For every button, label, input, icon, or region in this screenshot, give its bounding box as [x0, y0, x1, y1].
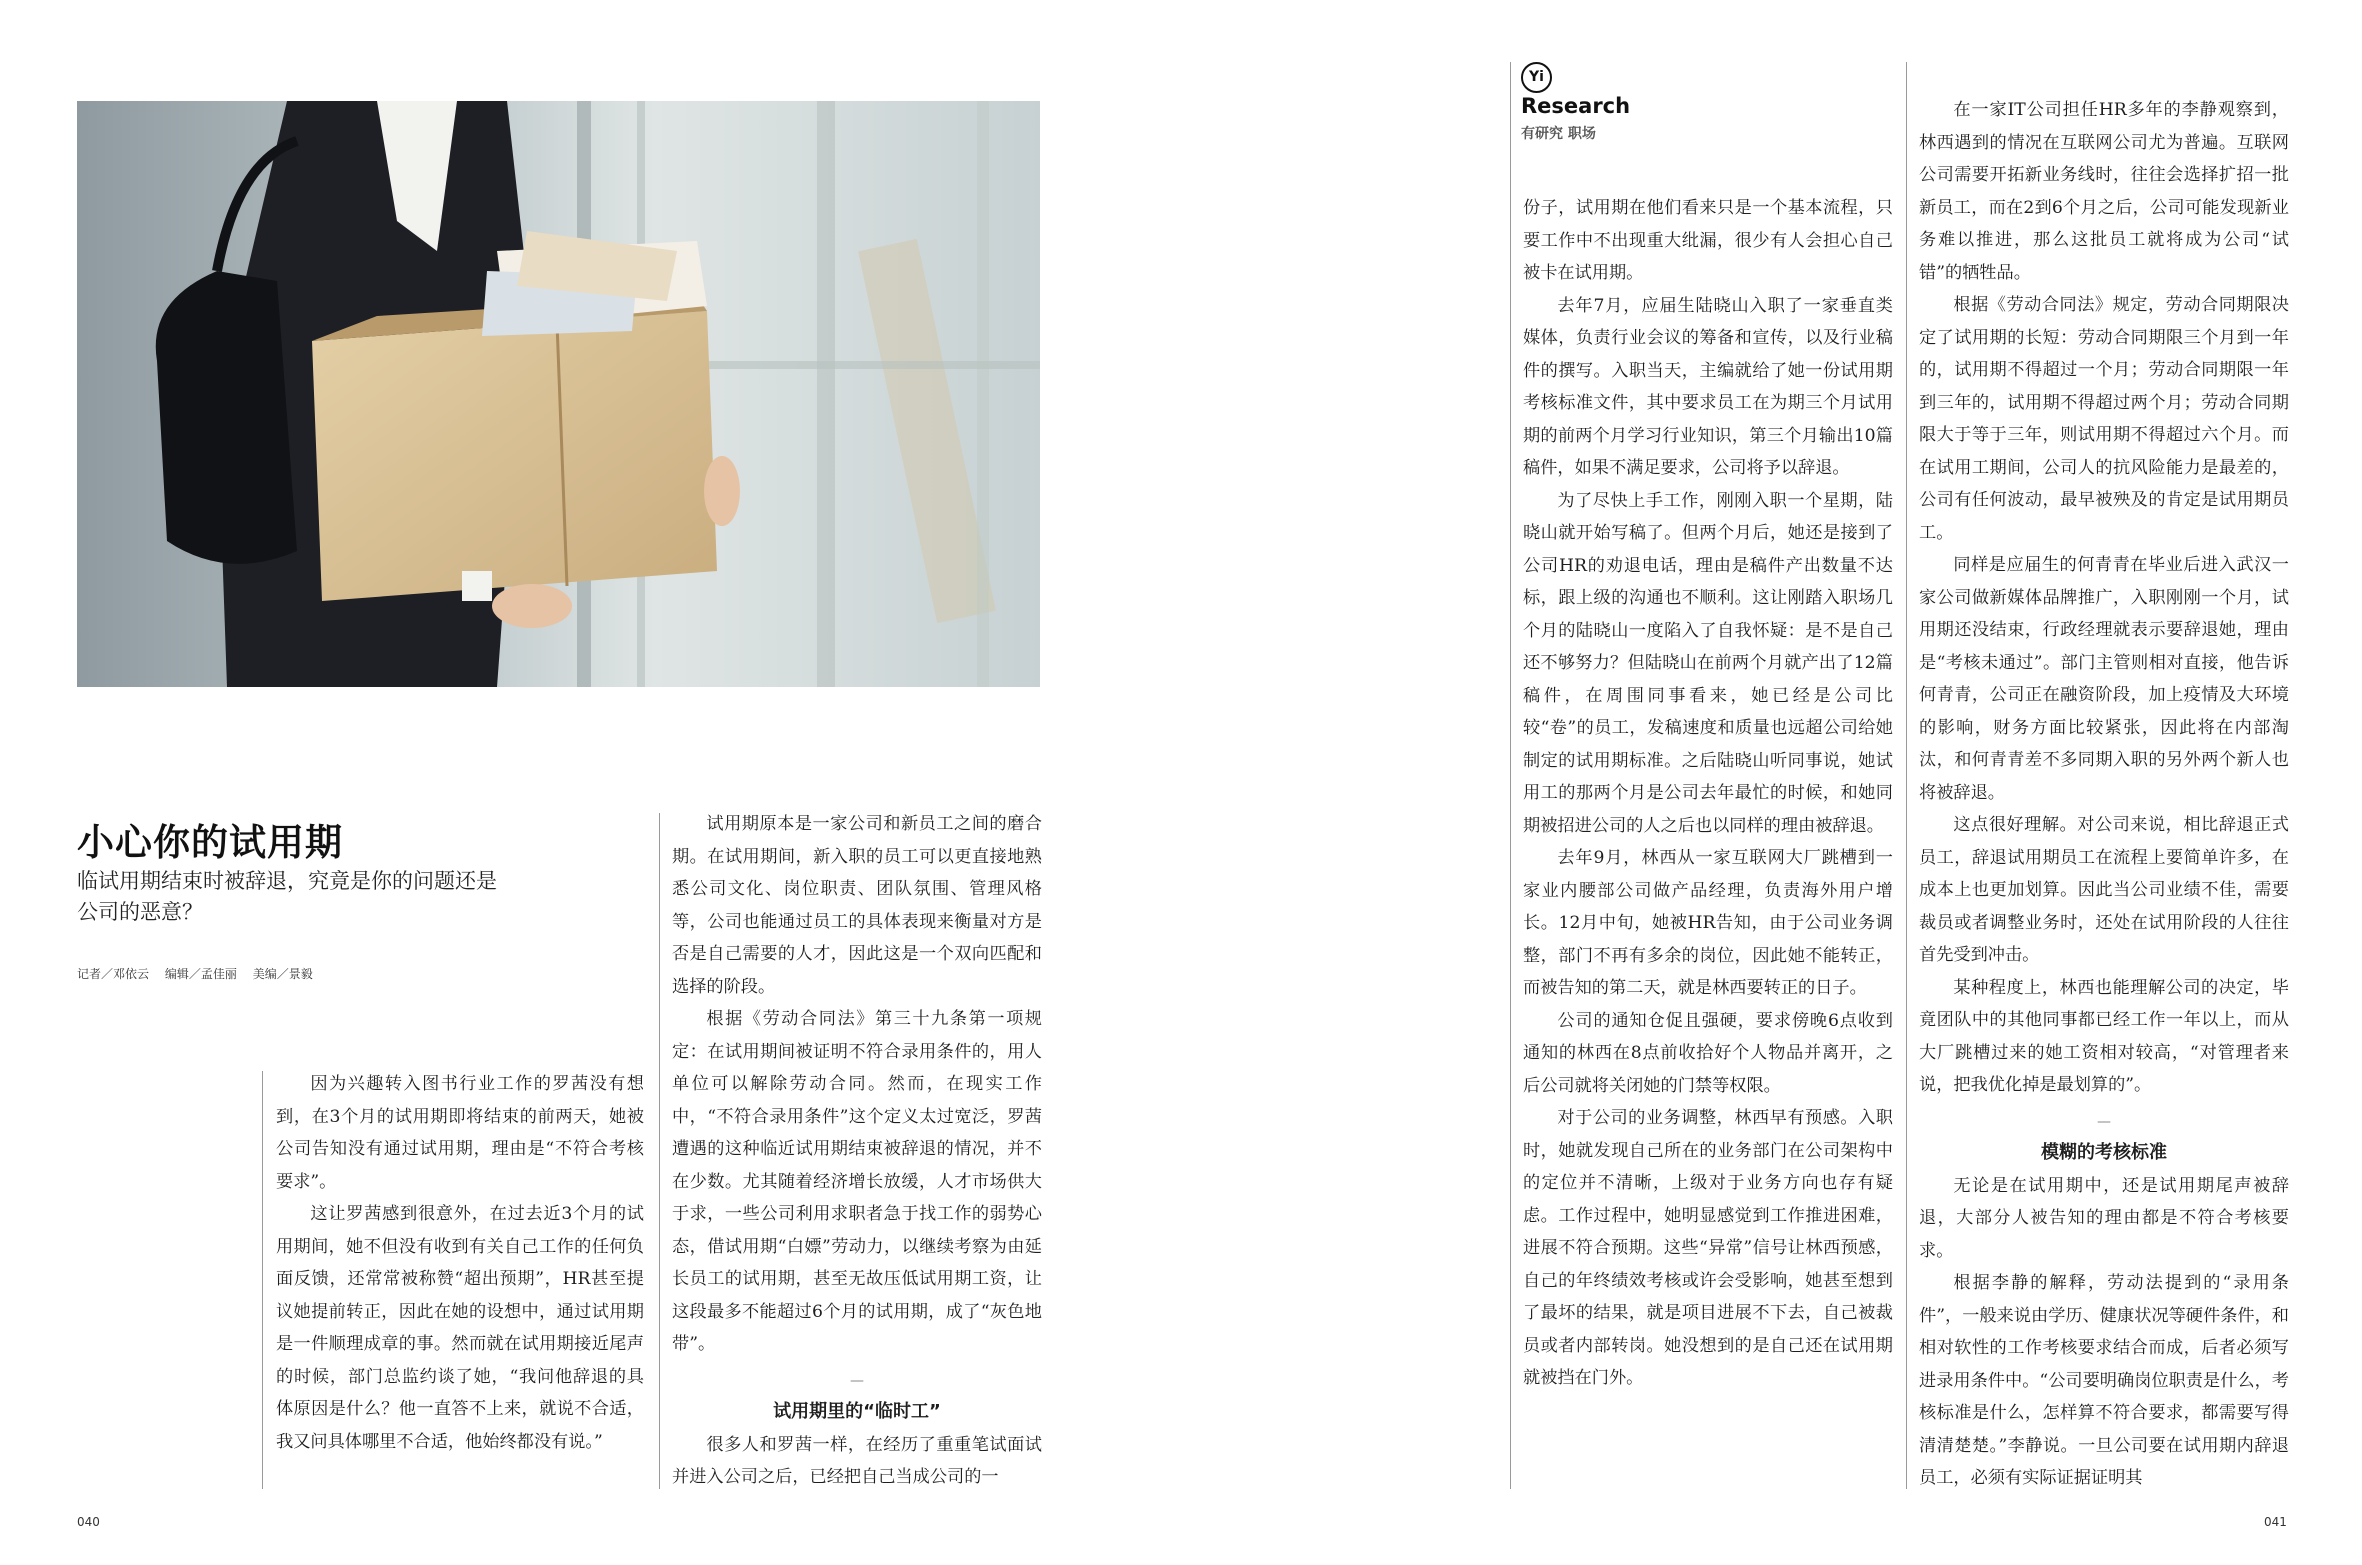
article-column-3 — [1523, 192, 1893, 1395]
column-rule — [1906, 62, 1907, 1489]
paragraph: 为了尽快上手工作，刚刚入职一个星期，陆晓山就开始写稿了。但两个月后，她还是接到了公司HR的劝退电话，理由是稿件产出数量不达标，跟上级的沟通也不顺利。这让刚踏入职场几个月的陆晓山一度陷入了自我怀疑：是不是自己还不够努力？但陆晓山在前两个月就产出了12篇稿件，在周围同事看来，她已经是公司比较“卷”的员工，发稿速度和质量也远超公司给她制定的试用期标准。之后陆晓山听同事说，她试用工的那两个月是公司去年最忙的时候，和她同期被招进公司的人之后也以同样的理由被辞退。 — [1523, 490, 1893, 836]
paragraph: 无论是在试用期中，还是试用期尾声被辞退，大部分人被告知的理由都是不符合考核要求。 — [1919, 1175, 2289, 1261]
section-separator: — — [850, 1372, 864, 1389]
section-subhead: 试用期里的“临时工” — [773, 1400, 941, 1422]
column-rule — [262, 1071, 263, 1489]
paragraph: 去年9月，林西从一家互联网大厂跳槽到一家业内腰部公司做产品经理，负责海外用户增长。12月中旬，她被HR告知，由于公司业务调整，部门不再有多余的岗位，因此她不能转正，而被告知的第二天，就是林西要转正的日子。 — [1523, 848, 1893, 998]
paragraph: 这点很好理解。对公司来说，相比辞退正式员工，辞退试用期员工在流程上要简单许多，在成本上也更加划算。因此当公司业绩不佳，需要裁员或者调整业务时，还处在试用阶段的人往往首先受到冲击。 — [1919, 815, 2289, 965]
paragraph: 根据《劳动合同法》规定，劳动合同期限决定了试用期的长短：劳动合同期限三个月到一年的，试用期不得超过一个月；劳动合同期限一年到三年的，试用期不得超过两个月；劳动合同期限大于等于三年，则试用期不得超过六个月。而在试用工期间，公司人的抗风险能力是最差的，公司有任何波动，最早被殃及的肯定是试用期员工。 — [1919, 295, 2289, 543]
article-column-2 — [672, 808, 1042, 1494]
woman-with-box-illustration — [77, 101, 1040, 687]
article-column-1 — [276, 1068, 644, 1458]
byline-reporter: 记者／邓依云 — [77, 967, 150, 981]
article-column-4 — [1919, 94, 2289, 1495]
paragraph: 因为兴趣转入图书行业工作的罗茜没有想到，在3个月的试用期即将结束的前两天，她被公司告知没有通过试用期，理由是“不符合考核要求”。 — [276, 1074, 644, 1192]
paragraph: 公司的通知仓促且强硬，要求傍晚6点收到通知的林西在8点前收拾好个人物品并离开，之后公司就将关闭她的门禁等权限。 — [1523, 1010, 1893, 1096]
section-separator: — — [2097, 1113, 2111, 1130]
byline-editor: 编辑／孟佳丽 — [164, 967, 237, 981]
byline — [77, 965, 325, 982]
paragraph: 根据李静的解释，劳动法提到的“录用条件”，一般来说由学历、健康状况等硬件条件，和相对软性的工作考核要求结合而成，后者必须写进录用条件中。“公司要明确岗位职责是什么，考核标准是什么，怎样算不符合要求，都需要写得清清楚楚。”李静说。一旦公司要在试用期内辞退员工，必须有实际证据证明其 — [1919, 1273, 2289, 1488]
paragraph: 份子，试用期在他们看来只是一个基本流程，只要工作中不出现重大纰漏，很少有人会担心自己被卡在试用期。 — [1523, 198, 1893, 283]
section-subhead: 模糊的考核标准 — [2041, 1141, 2167, 1163]
paragraph: 去年7月，应届生陆晓山入职了一家垂直类媒体，负责行业会议的筹备和宣传，以及行业稿件的撰写。入职当天，主编就给了她一份试用期考核标准文件，其中要求员工在为期三个月试用期的前两个月学习行业知识，第三个月输出10篇稿件，如果不满足要求，公司将予以辞退。 — [1523, 295, 1893, 478]
column-rule — [1510, 62, 1511, 1489]
article-subtitle: 临试用期结束时被辞退，究竟是你的问题还是公司的恶意？ — [77, 869, 497, 924]
paragraph: 这让罗茜感到很意外，在过去近3个月的试用期间，她不但没有收到有关自己工作的任何负面反馈，还常常被称赞“超出预期”，HR甚至提议她提前转正，因此在她的设想中，通过试用期是一件顺理成章的事。然而就在试用期接近尾声的时候，部门总监约谈了她，“我问他辞退的具体原因是什么？他一直答不上来，就说不合适，我又问具体哪里不合适，他始终都没有说。” — [276, 1204, 644, 1452]
column-rule — [659, 813, 660, 1489]
byline-designer: 美编／景毅 — [252, 967, 313, 981]
section-title: Research — [1521, 94, 1631, 118]
paragraph: 根据《劳动合同法》第三十九条第一项规定：在试用期间被证明不符合录用条件的，用人单位可以解除劳动合同。然而，在现实工作中，“不符合录用条件”这个定义太过宽泛，罗茜遭遇的这种临近试用期结束被辞退的情况，并不在少数。尤其随着经济增长放缓，人才市场供大于求，一些公司利用求职者急于找工作的弱势心态，借试用期“白嫖”劳动力，以继续考察为由延长员工的试用期，甚至无故压低试用期工资，让这段最多不能超过6个月的试用期，成了“灰色地带”。 — [672, 1009, 1042, 1354]
page-number-left: 040 — [77, 1515, 100, 1529]
section-category: 有研究 职场 — [1521, 126, 1596, 142]
paragraph: 在一家IT公司担任HR多年的李静观察到，林西遇到的情况在互联网公司尤为普遍。互联网公司需要开拓新业务线时，往往会选择扩招一批新员工，而在2到6个月之后，公司可能发现新业务难以推进，那么这批员工就将成为公司“试错”的牺牲品。 — [1919, 100, 2289, 283]
article-photo — [77, 101, 1040, 687]
article-title: 小心你的试用期 — [77, 821, 343, 864]
paragraph: 对于公司的业务调整，林西早有预感。入职时，她就发现自己所在的业务部门在公司架构中的定位并不清晰，上级对于业务方向也存有疑虑。工作过程中，她明显感觉到工作推进困难，进展不符合预期。这些“异常”信号让林西预感，自己的年终绩效考核或许会受影响，她甚至想到了最坏的结果，就是项目进展不下去，自己被裁员或者内部转岗。她没想到的是自己还在试用期就被挡在门外。 — [1523, 1108, 1893, 1388]
paragraph: 试用期原本是一家公司和新员工之间的磨合期。在试用期间，新入职的员工可以更直接地熟悉公司文化、岗位职责、团队氛围、管理风格等，公司也能通过员工的具体表现来衡量对方是否是自己需要的人才，因此这是一个双向匹配和选择的阶段。 — [672, 814, 1042, 997]
page-number-right: 041 — [2264, 1515, 2287, 1529]
paragraph: 同样是应届生的何青青在毕业后进入武汉一家公司做新媒体品牌推广，入职刚刚一个月，试用期还没结束，行政经理就表示要辞退她，理由是“考核未通过”。部门主管则相对直接，他告诉何青青，公司正在融资阶段，加上疫情及大环境的影响，财务方面比较紧张，因此将在内部淘汰，和何青青差不多同期入职的另外两个新人也将被辞退。 — [1919, 555, 2289, 803]
paragraph: 某种程度上，林西也能理解公司的决定，毕竟团队中的其他同事都已经工作一年以上，而从大厂跳槽过来的她工资相对较高，“对管理者来说，把我优化掉是最划算的”。 — [1919, 977, 2289, 1095]
section-logo: Yi — [1521, 62, 1552, 93]
paragraph: 很多人和罗茜一样，在经历了重重笔试面试并进入公司之后，已经把自己当成公司的一 — [672, 1434, 1042, 1487]
